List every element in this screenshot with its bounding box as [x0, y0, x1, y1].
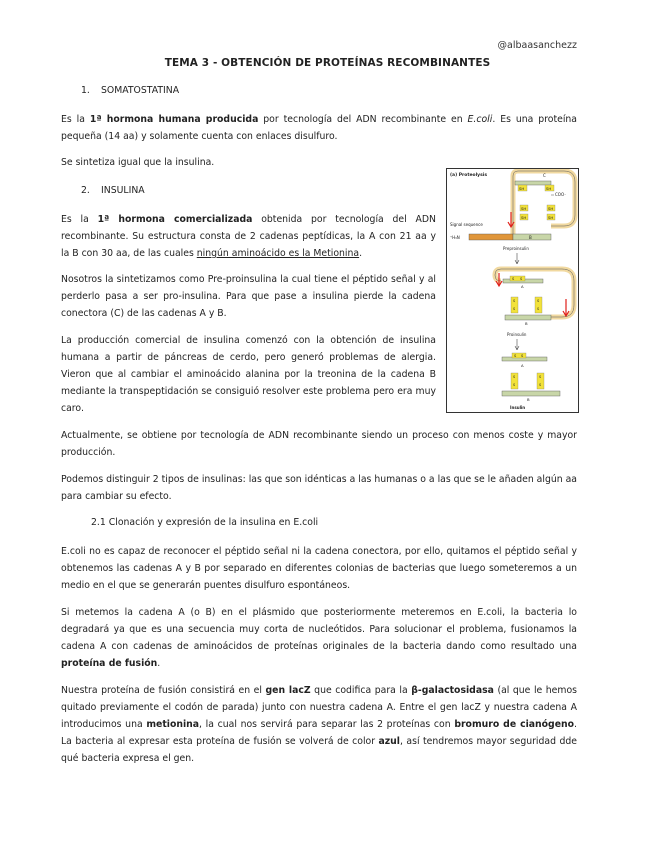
- section-label: SOMATOSTATINA: [101, 85, 180, 96]
- label-sh-2: SH: [546, 186, 552, 191]
- insulin-diagram: [447, 169, 578, 412]
- proinsulin-c-loop: [495, 269, 574, 317]
- label-h3n: ⁺H₃N: [450, 235, 460, 240]
- section-heading-insulina: [81, 185, 145, 196]
- paragraph-insulina-intro: Es la 1ª hormona comercializada obtenida por tecnología del ADN recombinante. Su estructura consta de 2 cadenas peptídicas, la A con 21 aa y la B con 30 aa, de las cuales ningún aminoácido es la Metionina.: [61, 214, 436, 259]
- process-arrow-1: [515, 253, 519, 264]
- label-a-3: A: [521, 363, 524, 368]
- label-c: C: [543, 173, 546, 178]
- proinsulin-b-chain: [505, 315, 551, 320]
- subsection-heading: 2.1 Clonación y expresión de la insulina en E.coli: [91, 517, 319, 528]
- cleavage-arrow-3: [563, 299, 569, 316]
- label-preproinsulin: Preproinsulin: [503, 246, 529, 251]
- section-heading-somatostatina: [81, 85, 179, 96]
- label-s-6: S: [537, 307, 540, 311]
- paragraph-actualmente: Actualmente, se obtiene por tecnología de ADN recombinante siendo un proceso con menos coste y mayor producción.: [61, 430, 577, 458]
- label-coo: COO⁻: [555, 192, 567, 197]
- label-s-1: S: [512, 277, 515, 281]
- label-s-3: S: [513, 299, 516, 303]
- signal-sequence-bar: [469, 234, 513, 240]
- b-chain-bar: [513, 234, 551, 240]
- paragraph-proteina-fusion: Nuestra proteína de fusión consistirá en el gen lacZ que codifica para la β-galactosidasa (al que le hemos quitado previamente el codón de parada) junto con nuestra cadena A. Entre el gen lacZ y nuestra cadena A introducimos una metionina, la cual nos servirá para separar las 2 proteínas con bromuro de cianógeno. La bacteria al expresar esta proteína de fusión se volverá de color azul, así tendremos mayor seguridad dde qué bacteria expresa el gen.: [61, 685, 577, 764]
- section-number: 1.: [81, 85, 90, 96]
- insulin-b-chain: [502, 391, 560, 396]
- label-s-10: S: [513, 383, 516, 387]
- label-insulin: Insulin: [510, 405, 526, 410]
- label-s-8: S: [521, 354, 524, 358]
- section-number: 2.: [81, 185, 90, 196]
- label-s-2: S: [520, 277, 523, 281]
- paragraph-produccion-comercial: La producción comercial de insulina comenzó con la obtención de insulina humana a partir de páncreas de cerdo, pero generó problemas de alergia. Vieron que al cambiar el aminoácido alanina por la treonina de la cadena B mediante la transpeptidación se consiguió resolver este problema pero era muy caro.: [61, 335, 436, 414]
- process-arrow-2: [515, 339, 519, 350]
- label-b-1: B: [529, 235, 532, 240]
- a-chain-bar: [515, 181, 551, 185]
- label-s-11: S: [539, 375, 542, 379]
- label-a-2: A: [521, 284, 524, 289]
- author-handle: @albaasanchezz: [497, 40, 577, 51]
- label-sh-6: SH: [548, 215, 554, 220]
- paragraph-sintesis: Se sintetiza igual que la insulina.: [61, 157, 215, 168]
- label-b-2: B: [525, 321, 528, 326]
- label-sh-4: SH: [521, 215, 527, 220]
- label-s-4: S: [513, 307, 516, 311]
- paragraph-preproinsulina: Nosotros la sintetizamos como Pre-proinsulina la cual tiene el péptido señal y al perderlo pasa a ser pro-insulina. Para que pase a insulina pierde la cadena conectora (C) de las cadenas A y B.: [61, 274, 436, 319]
- paragraph-somatostatina: Es la 1ª hormona humana producida por tecnología del ADN recombinante en E.coli. Es una proteína pequeña (14 aa) y solamente cuenta con enlaces disulfuro.: [61, 114, 577, 142]
- paragraph-plasmido: Si metemos la cadena A (o B) en el plásmido que posteriormente meteremos en E.coli, la bacteria lo degradará ya que es una secuencia muy corta de nucleótidos. Para solucionar el problema, fusionamos la cadena A con cadenas de aminoácidos de proteínas originales de la bacteria dando como resultado una proteína de fusión.: [61, 607, 577, 669]
- label-proteolysis: (a) Proteolysis: [450, 173, 487, 178]
- paragraph-ecoli: E.coli no es capaz de reconocer el péptido señal ni la cadena conectora, por ello, quitamos el péptido señal y obtenemos las cadenas A y B por separado en diferentes colonias de bacterias que luego someteremos a un medio en el que se generarán puentes disulfuro espontáneos.: [61, 546, 577, 591]
- label-s-9: S: [513, 375, 516, 379]
- label-s-7: S: [514, 354, 517, 358]
- label-sh-1: SH: [519, 186, 525, 191]
- label-s-5: S: [537, 299, 540, 303]
- section-label: INSULINA: [101, 185, 145, 196]
- label-proinsulin: Proinsulin: [507, 332, 527, 337]
- paragraph-tipos-insulina: Podemos distinguir 2 tipos de insulinas: las que son idénticas a las humanas o a las que se le añaden algún aa para cambiar su efecto.: [61, 474, 577, 502]
- label-signal-sequence: Signal sequence: [450, 222, 483, 227]
- connecting-peptide-loop: [513, 171, 575, 236]
- label-sh-3: SH: [521, 206, 527, 211]
- page-title: TEMA 3 - OBTENCIÓN DE PROTEÍNAS RECOMBINANTES: [164, 57, 491, 69]
- insulin-processing-figure: [446, 168, 579, 413]
- label-b-3: B: [527, 397, 530, 402]
- label-sh-5: SH: [548, 206, 554, 211]
- proinsulin-c-outline: [495, 269, 574, 317]
- label-s-12: S: [539, 383, 542, 387]
